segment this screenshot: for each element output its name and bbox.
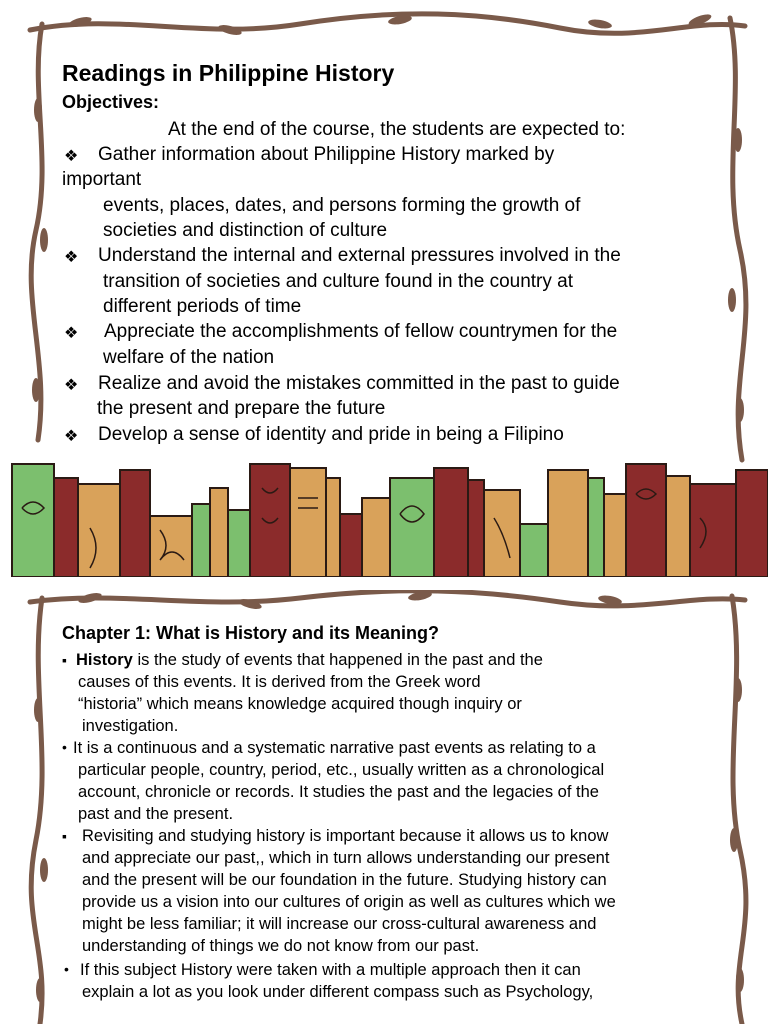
diamond-bullet-icon: ❖ (64, 377, 79, 394)
approach-line-2: explain a lot as you look under different compass such as Psychology, (82, 983, 594, 1001)
objectives-heading: Objectives: (62, 92, 160, 112)
history-definition-line-3: “historia” which means knowledge acquired though inquiry or (78, 695, 522, 713)
narrative-line-2: particular people, country, period, etc., usually written as a chronological (78, 761, 605, 779)
importance-line-4: provide us a vision into our cultures of origin as well as cultures which we (82, 893, 616, 911)
square-bullet-icon: ▪ (62, 652, 67, 668)
history-definition-rest: is the study of events that happened in the past and the (132, 651, 543, 669)
objectives-intro: At the end of the course, the students are expected to: (168, 119, 626, 140)
objective-4-line-1: Realize and avoid the mistakes committed in the past to guide (98, 373, 620, 394)
objective-1-line-4: societies and distinction of culture (103, 220, 388, 241)
vine-left (31, 24, 42, 440)
importance-line-2: and appreciate our past,, which in turn allows understanding our present (82, 849, 610, 867)
objective-1-line-3: events, places, dates, and persons forming the growth of (103, 195, 581, 216)
history-definition-line-1 (76, 649, 543, 671)
importance-line-3: and the present will be our foundation in the future. Studying history can (82, 871, 607, 889)
vine-right (732, 596, 746, 1024)
slide-chapter-1 (0, 590, 768, 1024)
slide-separator (0, 577, 768, 590)
objective-1-line-1: Gather information about Philippine History marked by (98, 144, 555, 165)
importance-line-5: might be less familiar; it will increase our cross-cultural awareness and (82, 915, 597, 933)
page-title: Readings in Philippine History (62, 60, 395, 86)
diamond-bullet-icon: ❖ (64, 148, 79, 165)
importance-line-6: understanding of things we do not know from our past. (82, 937, 480, 955)
history-definition-line-4: investigation. (82, 717, 179, 735)
approach-line-1: If this subject History were taken with a multiple approach then it can (80, 961, 581, 979)
diamond-bullet-icon: ❖ (64, 325, 79, 342)
vine-top (30, 14, 745, 34)
bookshelf-illustration (0, 458, 768, 577)
vine-left (31, 598, 42, 1024)
chapter-title: Chapter 1: What is History and its Meaning? (62, 623, 440, 643)
narrative-line-4: past and the present. (78, 805, 234, 823)
vine-top (30, 591, 745, 606)
narrative-line-3: account, chronicle or records. It studies the past and the legacies of the (78, 783, 599, 801)
diamond-bullet-icon: ❖ (64, 428, 79, 445)
dot-bullet-icon: • (62, 739, 67, 755)
diamond-bullet-icon: ❖ (64, 249, 79, 266)
objective-3-line-2: welfare of the nation (103, 347, 275, 368)
objective-5-line-1: Develop a sense of identity and pride in being a Filipino (98, 424, 564, 445)
objective-2-line-2: transition of societies and culture found in the country at (103, 271, 573, 292)
objective-4-line-2: the present and prepare the future (97, 398, 386, 419)
objective-2-line-1: Understand the internal and external pressures involved in the (98, 245, 621, 266)
history-definition-line-2: causes of this events. It is derived from the Greek word (78, 673, 481, 691)
square-bullet-icon: ▪ (62, 828, 67, 844)
vine-right (730, 18, 746, 460)
objective-1-line-2: important (62, 169, 142, 190)
objective-2-line-3: different periods of time (103, 296, 302, 317)
objective-3-line-1: Appreciate the accomplishments of fellow countrymen for the (104, 321, 618, 342)
dot-bullet-icon: • (64, 961, 69, 977)
importance-line-1: Revisiting and studying history is important because it allows us to know (82, 827, 609, 845)
history-term: History (76, 651, 133, 669)
narrative-line-1: It is a continuous and a systematic narrative past events as relating to a (73, 739, 596, 757)
